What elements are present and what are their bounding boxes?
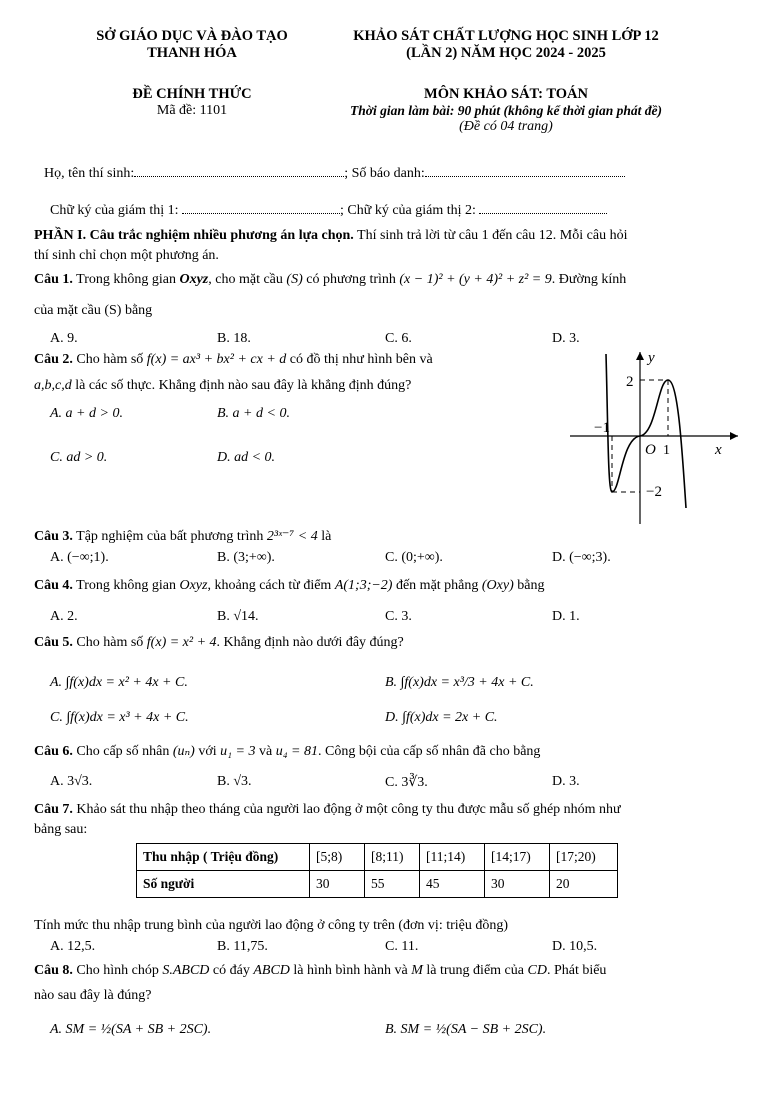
q8-line-2: nào sau đây là đúng? — [34, 988, 152, 1003]
q2-option-d[interactable]: D. ad < 0. — [217, 450, 276, 465]
q8-text-c: là hình bình hành và — [289, 963, 412, 978]
q2-cubic-graph — [570, 348, 742, 526]
table-interval: [8;11) — [365, 844, 420, 871]
y-axis-arrow — [636, 352, 644, 360]
table-count: 45 — [420, 871, 485, 898]
q5-function: f(x) = x² + 4 — [146, 635, 217, 650]
q8-cd: CD — [527, 963, 547, 978]
q3-text: Tập nghiệm của bất phương trình — [72, 529, 267, 544]
table-header-income: Thu nhập ( Triệu đồng) — [137, 844, 310, 871]
candidate-id-field[interactable] — [425, 176, 625, 177]
signature-row — [50, 203, 607, 219]
exam-title-line-2: (LẦN 2) NĂM HỌC 2024 - 2025 — [406, 45, 606, 61]
q8-text-d: là trung điểm của — [422, 963, 528, 978]
official-label: ĐỀ CHÍNH THỨC — [132, 86, 252, 102]
subject-title: MÔN KHẢO SÁT: TOÁN — [424, 86, 588, 102]
label-neg2: −2 — [646, 484, 662, 500]
q3-text-b: là — [317, 529, 332, 544]
q8-text-a: Cho hình chóp — [72, 963, 163, 978]
q6-text-b: với — [194, 744, 221, 759]
q4-text-a: Trong không gian — [72, 578, 180, 593]
q6-option-b[interactable]: B. √3. — [217, 774, 252, 789]
q1-equation: (x − 1)² + (y + 4)² + z² = 9 — [399, 272, 552, 287]
question-1 — [34, 272, 626, 288]
q6-sequence: (uₙ) — [172, 744, 195, 759]
table-header-count: Số người — [137, 871, 310, 898]
q7-option-c[interactable]: C. 11. — [385, 939, 419, 954]
q6-label: Câu 6. — [34, 744, 73, 759]
q8-option-b[interactable]: B. SM = ½(SA − SB + 2SC). — [385, 1022, 547, 1037]
q6-option-a[interactable]: A. 3√3. — [50, 774, 93, 789]
q2-line-2 — [34, 378, 411, 394]
table-interval: [5;8) — [310, 844, 365, 871]
signature-1-field[interactable] — [182, 213, 340, 214]
q1-space: Oxyz — [179, 272, 209, 287]
q4-text-d: bằng — [513, 578, 545, 593]
table-interval: [14;17) — [485, 844, 550, 871]
table-row — [137, 871, 618, 898]
q5-option-b[interactable]: B. ∫f(x)dx = x³/3 + 4x + C. — [385, 675, 534, 690]
candidate-id-label: ; Số báo danh: — [344, 166, 425, 181]
q1-option-c[interactable]: C. 6. — [385, 331, 412, 346]
label-y: y — [648, 350, 655, 366]
q6-text-a: Cho cấp số nhân — [72, 744, 173, 759]
department-line-1: SỞ GIÁO DỤC VÀ ĐÀO TẠO — [96, 28, 288, 44]
q3-option-b[interactable]: B. (3;+∞). — [217, 550, 275, 565]
question-2 — [34, 352, 433, 368]
signature-2-field[interactable] — [479, 213, 607, 214]
q1-text-c: có phương trình — [302, 272, 400, 287]
q2-option-c[interactable]: C. ad > 0. — [50, 450, 108, 465]
q8-m: M — [411, 963, 423, 978]
department-name — [62, 28, 322, 62]
q8-pyramid: S.ABCD — [162, 963, 210, 978]
q6-text-d: . Công bội của cấp số nhân đã cho bằng — [318, 744, 541, 759]
question-8 — [34, 963, 606, 979]
table-row — [137, 844, 618, 871]
q1-option-d[interactable]: D. 3. — [552, 331, 580, 346]
question-5 — [34, 635, 404, 651]
q6-u4: u₄ = 81 — [275, 744, 319, 759]
q4-text-b: , khoảng cách từ điểm — [207, 578, 335, 593]
official-block — [62, 86, 322, 119]
table-count: 30 — [485, 871, 550, 898]
question-7 — [34, 800, 746, 840]
q4-plane: (Oxy) — [481, 578, 514, 593]
q6-u1: u₁ = 3 — [220, 744, 256, 759]
candidate-name-field[interactable] — [134, 176, 344, 177]
q7-option-a[interactable]: A. 12,5. — [50, 939, 96, 954]
q3-inequality: 2³ˣ⁻⁷ < 4 — [266, 529, 318, 544]
q2-option-a[interactable]: A. a + d > 0. — [50, 406, 123, 421]
exam-title-line-1: KHẢO SÁT CHẤT LƯỢNG HỌC SINH LỚP 12 — [353, 28, 659, 44]
q1-text-a: Trong không gian — [76, 272, 180, 287]
exam-title — [316, 28, 696, 62]
label-2: 2 — [626, 374, 634, 390]
q3-label: Câu 3. — [34, 529, 73, 544]
q7-question: Tính mức thu nhập trung bình của người lao động ở công ty trên (đơn vị: triệu đồng) — [34, 918, 509, 933]
signature-2-label: ; Chữ ký của giám thị 2: — [340, 203, 476, 218]
q6-option-d[interactable]: D. 3. — [552, 774, 580, 789]
label-origin: O — [645, 442, 656, 458]
q5-option-c[interactable]: C. ∫f(x)dx = x³ + 4x + C. — [50, 710, 189, 725]
signature-1-label: Chữ ký của giám thị 1: — [50, 203, 179, 218]
candidate-name-row — [44, 166, 625, 182]
q7-text-b: bảng sau: — [34, 822, 88, 837]
q3-option-c[interactable]: C. (0;+∞). — [385, 550, 443, 565]
q4-option-d[interactable]: D. 1. — [552, 609, 580, 624]
income-table — [136, 843, 618, 898]
q2-text-a: Cho hàm số — [76, 352, 147, 367]
q8-text-b: có đáy — [209, 963, 254, 978]
q4-label: Câu 4. — [34, 578, 73, 593]
q5-text-a: Cho hàm số — [72, 635, 147, 650]
q6-text-c: và — [255, 744, 276, 759]
q1-option-a[interactable]: A. 9. — [50, 331, 78, 346]
q2-vars: a,b,c,d — [34, 378, 72, 393]
q5-option-d[interactable]: D. ∫f(x)dx = 2x + C. — [385, 710, 498, 725]
exam-code: Mã đề: 1101 — [156, 103, 228, 118]
label-1: 1 — [663, 443, 670, 458]
q4-space: Oxyz — [179, 578, 208, 593]
q7-option-b[interactable]: B. 11,75. — [217, 939, 268, 954]
q3-option-d[interactable]: D. (−∞;3). — [552, 550, 611, 565]
q7-text-a: Khảo sát thu nhập theo tháng của người lao động ở một công ty thu được mẫu số ghép nhóm như — [72, 802, 621, 817]
candidate-name-label: Họ, tên thí sinh: — [44, 166, 135, 181]
question-3 — [34, 528, 331, 545]
part-1-title: PHẦN I. Câu trắc nghiệm nhiều phương án lựa chọn. — [34, 228, 354, 243]
part-1-desc-b: thí sinh chỉ chọn một phương án. — [34, 248, 219, 263]
table-count: 55 — [365, 871, 420, 898]
table-interval: [11;14) — [420, 844, 485, 871]
q8-base: ABCD — [253, 963, 290, 978]
table-count: 20 — [550, 871, 618, 898]
q5-text-b: . Khẳng định nào dưới đây đúng? — [216, 635, 404, 650]
q2-function: f(x) = ax³ + bx² + cx + d — [146, 352, 287, 367]
q8-text-e: . Phát biểu — [546, 963, 607, 978]
q1-line-2: của mặt cầu (S) bằng — [34, 303, 153, 318]
part-1-instructions — [34, 226, 744, 266]
q1-text-d: . Đường kính — [551, 272, 627, 287]
q7-option-d[interactable]: D. 10,5. — [552, 939, 598, 954]
q2-label: Câu 2. — [34, 352, 73, 367]
question-6 — [34, 743, 540, 760]
q4-text-c: đến mặt phẳng — [392, 578, 482, 593]
exam-duration: Thời gian làm bài: 90 phút (không kể thời gian phát đề) — [350, 103, 662, 118]
x-axis-arrow — [730, 432, 738, 440]
page-count: (Đề có 04 trang) — [459, 119, 553, 134]
q2-line-2-text: là các số thực. Khẳng định nào sau đây là khẳng định đúng? — [71, 378, 412, 393]
q5-option-a[interactable]: A. ∫f(x)dx = x² + 4x + C. — [50, 675, 188, 690]
table-interval: [17;20) — [550, 844, 618, 871]
q8-option-a[interactable]: A. SM = ½(SA + SB + 2SC). — [50, 1022, 212, 1037]
q4-option-c[interactable]: C. 3. — [385, 609, 412, 624]
table-count: 30 — [310, 871, 365, 898]
q1-text-b: , cho mặt cầu — [208, 272, 287, 287]
q8-label: Câu 8. — [34, 963, 73, 978]
q4-option-b[interactable]: B. √14. — [217, 609, 259, 624]
q1-option-b[interactable]: B. 18. — [217, 331, 251, 346]
q3-option-a[interactable]: A. (−∞;1). — [50, 550, 109, 565]
q6-option-c[interactable]: C. 3∛3. — [385, 775, 428, 790]
q1-label: Câu 1. — [34, 272, 73, 287]
question-4 — [34, 578, 544, 594]
subject-block — [310, 86, 702, 135]
label-neg1: −1 — [594, 420, 610, 436]
part-1-desc-a: Thí sinh trả lời từ câu 1 đến câu 12. Mỗi câu hỏi — [353, 228, 628, 243]
q1-sphere: (S) — [286, 272, 303, 287]
q2-text-b: có đồ thị như hình bên và — [286, 352, 433, 367]
label-x: x — [715, 442, 722, 458]
department-line-2: THANH HÓA — [147, 45, 237, 61]
q2-option-b[interactable]: B. a + d < 0. — [217, 406, 290, 421]
q7-label: Câu 7. — [34, 802, 73, 817]
q4-option-a[interactable]: A. 2. — [50, 609, 78, 624]
q4-point: A(1;3;−2) — [334, 578, 393, 593]
q5-label: Câu 5. — [34, 635, 73, 650]
